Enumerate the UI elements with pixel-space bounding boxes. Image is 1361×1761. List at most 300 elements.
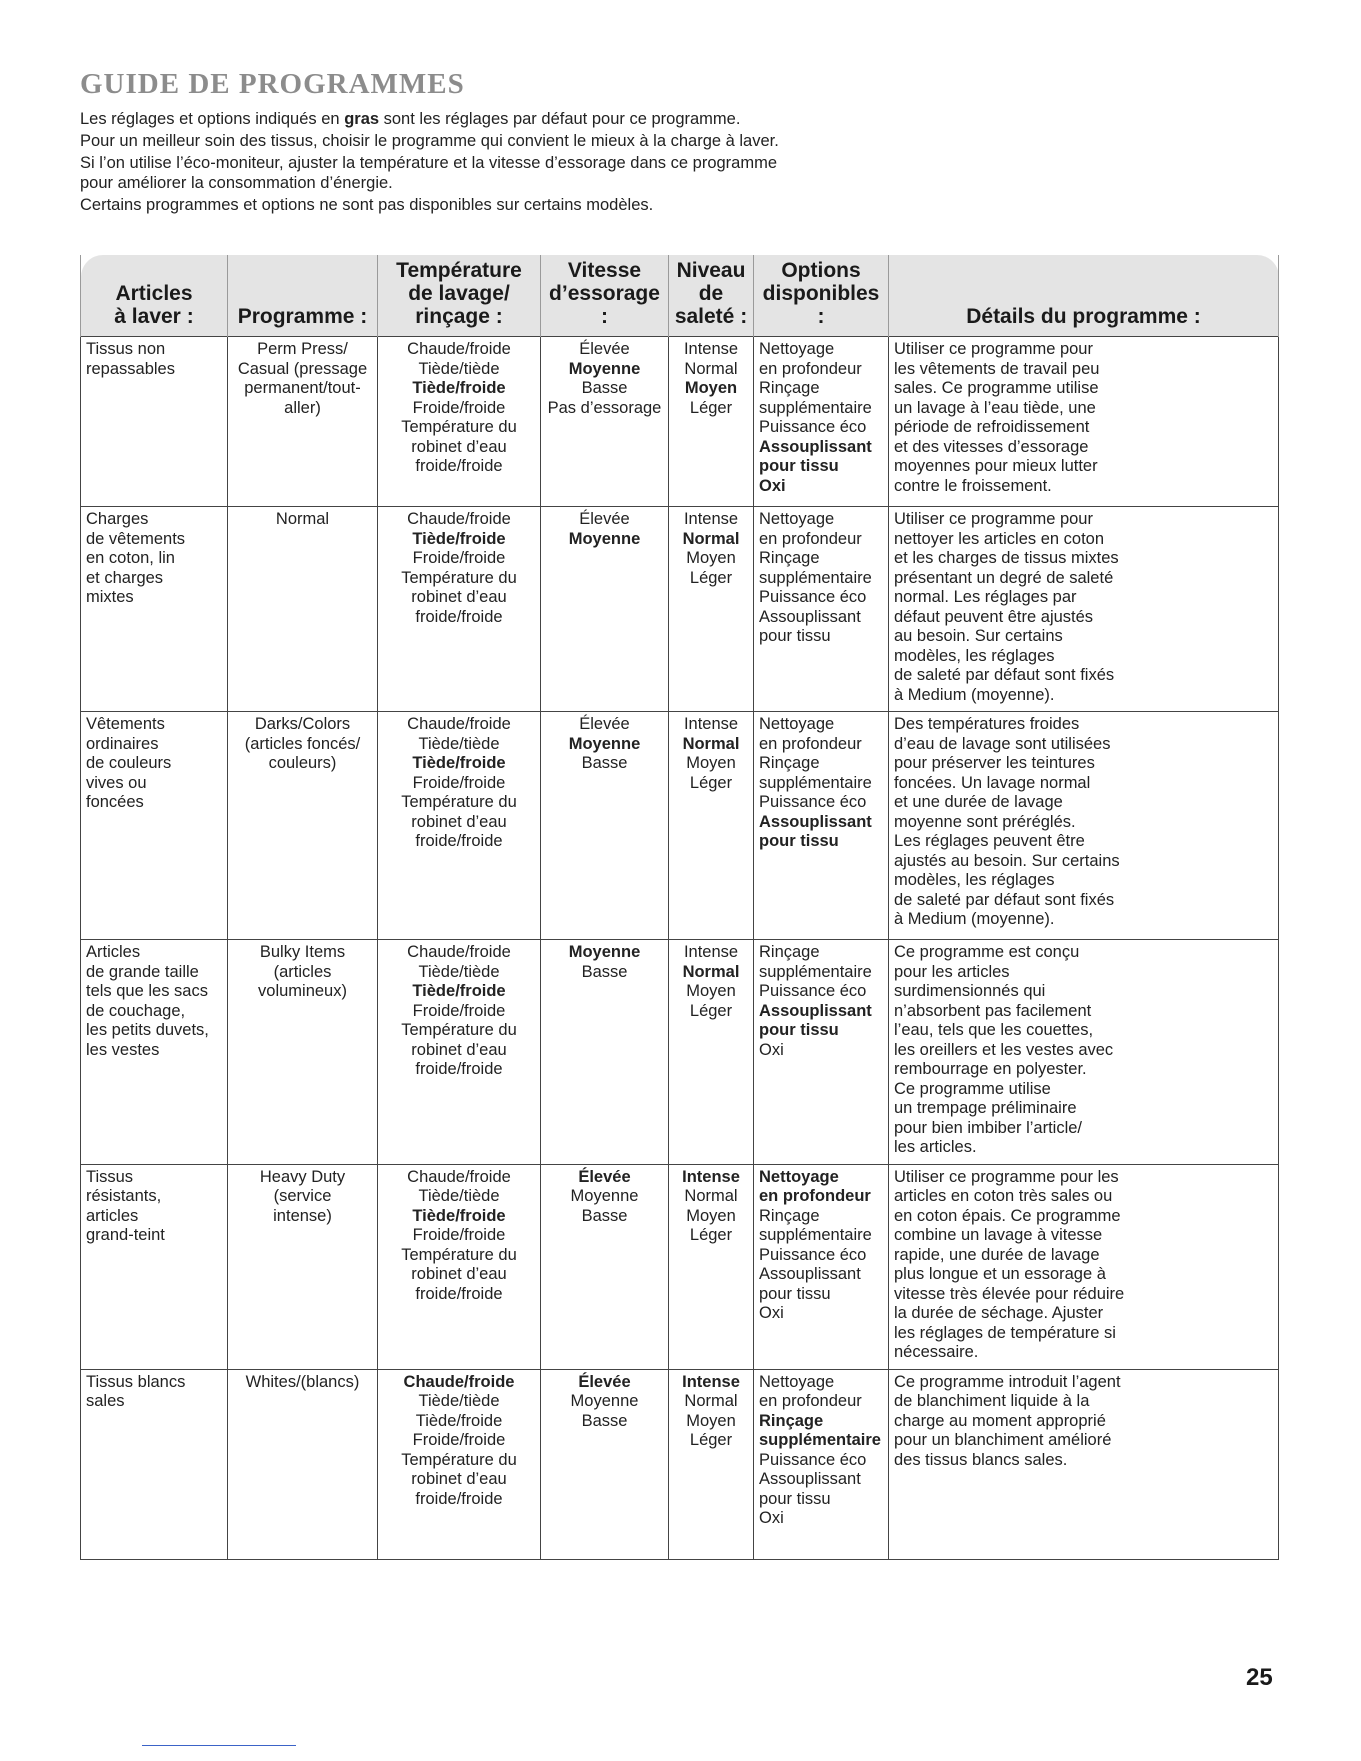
cell-line: Tiède/froide: [412, 1206, 506, 1225]
cell-line: Rinçage: [759, 379, 820, 397]
cell-line: Utiliser ce programme pour: [894, 510, 1093, 528]
cell-line: Température du: [401, 793, 517, 811]
cell-programme: [228, 507, 378, 712]
cell-vitesse: [541, 1369, 669, 1559]
cell-temperature: [378, 337, 541, 507]
cell-line: sales: [86, 1392, 125, 1410]
cell-line: Puissance éco: [759, 588, 867, 606]
cell-line: Élevée: [578, 1372, 631, 1391]
cell-line: contre le froissement.: [894, 476, 1052, 495]
table-body: [81, 337, 1279, 1560]
cell-line: Léger: [689, 1226, 733, 1244]
cell-line: mixtes: [86, 588, 134, 606]
cell-line: foncées. Un lavage normal: [894, 773, 1091, 792]
cell-line: Puissance éco: [759, 418, 867, 436]
cell-articles: [81, 1369, 228, 1559]
cell-line: Tiède/tiède: [418, 359, 500, 378]
cell-line: Moyen: [686, 982, 736, 1000]
cell-vitesse: [541, 1164, 669, 1369]
cell-line: froide/froide: [415, 607, 503, 626]
cell-line: défaut peuvent être ajustés: [894, 607, 1094, 626]
cell-niveau: [669, 712, 754, 940]
cell-niveau: [669, 1369, 754, 1559]
cell-line: de couchage,: [86, 1001, 186, 1020]
cell-line: articles: [86, 1206, 139, 1225]
cell-line: Chaude/froide: [403, 1372, 515, 1391]
cell-line: Rinçage: [759, 754, 820, 772]
intro-line: Si l’on utilise l’éco-moniteur, ajuster la température et la vitesse d’essorage dans ce programme: [80, 154, 778, 172]
cell-line: robinet d’eau: [411, 1470, 507, 1488]
cell-line: Pas d’essorage: [547, 398, 662, 417]
cell-line: Tissus non: [86, 340, 166, 358]
header-programme: [228, 255, 378, 337]
cell-line: surdimensionnés qui: [894, 982, 1046, 1000]
cell-articles: [81, 507, 228, 712]
cell-line: Froide/froide: [412, 1226, 506, 1244]
cell-line: période de refroidissement: [894, 418, 1090, 436]
cell-line: normal. Les réglages par: [894, 588, 1077, 606]
cell-line: foncées: [86, 793, 144, 811]
cell-line: Ce programme introduit l’agent: [894, 1372, 1121, 1391]
cell-line: Tissus blancs: [86, 1372, 186, 1391]
header-line: à laver :: [114, 305, 194, 328]
cell-line: Nettoyage: [759, 340, 835, 358]
cell-line: Utiliser ce programme pour: [894, 340, 1093, 358]
cell-line: un lavage à l’eau tiède, une: [894, 398, 1096, 417]
cell-line: modèles, les réglages: [894, 646, 1055, 665]
cell-line: Intense: [683, 943, 739, 961]
cell-line: robinet d’eau: [411, 1040, 507, 1059]
cell-line: à Medium (moyenne).: [894, 685, 1055, 704]
cell-line: articles en coton très sales ou: [894, 1187, 1113, 1205]
cell-line: Température du: [401, 1450, 517, 1469]
header-line: Options: [781, 259, 861, 282]
intro-bold-word: gras: [344, 110, 380, 128]
cell-line: pour tissu: [759, 832, 839, 850]
cell-line: Intense: [683, 340, 739, 358]
cell-vitesse: [541, 337, 669, 507]
cell-line: pour tissu: [759, 627, 831, 645]
cell-line: rapide, une durée de lavage: [894, 1245, 1100, 1264]
header-line: Détails du programme :: [966, 305, 1201, 328]
cell-details: [889, 337, 1279, 507]
cell-temperature: [378, 940, 541, 1165]
cell-line: charge au moment approprié: [894, 1411, 1106, 1430]
cell-line: Normal: [684, 1392, 738, 1410]
cell-line: de saleté par défaut sont fixés: [894, 666, 1115, 684]
cell-line: froide/froide: [415, 457, 503, 475]
cell-line: de saleté par défaut sont fixés: [894, 890, 1115, 909]
cell-line: Tiède/froide: [412, 754, 506, 772]
cell-line: Nettoyage: [759, 715, 835, 733]
cell-line: combine un lavage à vitesse: [894, 1226, 1103, 1244]
cell-line: Moyenne: [570, 1392, 639, 1410]
cell-line: Puissance éco: [759, 1450, 867, 1469]
cell-line: pour bien imbiber l’article/: [894, 1118, 1083, 1137]
header-line: disponibles :: [762, 282, 880, 328]
cell-temperature: [378, 1369, 541, 1559]
cell-line: Assouplissant: [759, 1470, 861, 1488]
cell-line: Tiède/froide: [412, 982, 506, 1000]
header-line: Vitesse: [567, 259, 642, 282]
cell-programme: [228, 712, 378, 940]
cell-details: [889, 1164, 1279, 1369]
cell-details: [889, 1369, 1279, 1559]
cell-line: en profondeur: [759, 1187, 871, 1205]
cell-line: Léger: [689, 1001, 733, 1020]
cell-line: Rinçage: [759, 549, 820, 567]
table-row: [81, 1164, 1279, 1369]
cell-line: pour un blanchiment amélioré: [894, 1431, 1112, 1449]
cell-niveau: [669, 1164, 754, 1369]
cell-temperature: [378, 1164, 541, 1369]
cell-line: pour tissu: [759, 1284, 831, 1303]
cell-line: Basse: [581, 962, 628, 981]
cell-line: pour préserver les teintures: [894, 754, 1095, 772]
header-vitesse: [541, 255, 669, 337]
header-line: Programme :: [237, 305, 368, 328]
cell-line: Casual (pressage: [237, 359, 368, 378]
cell-vitesse: [541, 712, 669, 940]
cell-line: et des vitesses d’essorage: [894, 437, 1089, 456]
cell-line: Élevée: [579, 510, 630, 528]
cell-line: Léger: [689, 398, 733, 417]
cell-line: Oxi: [759, 1304, 784, 1322]
cell-line: Moyen: [686, 1206, 736, 1225]
cell-vitesse: [541, 507, 669, 712]
cell-line: en profondeur: [759, 734, 862, 753]
cell-line: robinet d’eau: [411, 1265, 507, 1283]
cell-temperature: [378, 712, 541, 940]
cell-line: Normal: [682, 734, 740, 753]
cell-line: robinet d’eau: [411, 437, 507, 456]
cell-line: n’absorbent pas facilement: [894, 1001, 1092, 1020]
cell-programme: [228, 1164, 378, 1369]
cell-line: Ce programme utilise: [894, 1079, 1051, 1098]
cell-line: nécessaire.: [894, 1343, 979, 1361]
page-number: 25: [1246, 1664, 1273, 1691]
cell-line: Normal: [684, 359, 738, 378]
cell-line: rembourrage en polyester.: [894, 1060, 1087, 1078]
cell-line: les vêtements de travail peu: [894, 359, 1100, 378]
cell-line: supplémentaire: [759, 568, 872, 587]
cell-line: Articles: [86, 943, 141, 961]
cell-line: de vêtements: [86, 529, 186, 548]
cell-programme: [228, 337, 378, 507]
cell-line: Moyen: [686, 549, 736, 567]
cell-line: Température du: [401, 418, 517, 436]
table-row: [81, 337, 1279, 507]
cell-line: des tissus blancs sales.: [894, 1450, 1068, 1469]
cell-line: Léger: [689, 1431, 733, 1449]
cell-line: et une durée de lavage: [894, 793, 1063, 811]
cell-line: aller): [284, 398, 321, 417]
cell-niveau: [669, 940, 754, 1165]
cell-line: Moyenne: [568, 359, 641, 378]
cell-line: tels que les sacs: [86, 982, 208, 1000]
cell-line: repassables: [86, 359, 175, 378]
cell-line: Charges: [86, 510, 149, 528]
table-header-row: [81, 255, 1279, 337]
page-header: [80, 68, 1280, 215]
cell-line: Chaude/froide: [407, 715, 511, 733]
cell-line: (service: [273, 1187, 332, 1205]
header-line: d’essorage :: [549, 282, 660, 328]
header-articles: [81, 255, 228, 337]
page-title: GUIDE DE PROGRAMMES: [80, 68, 465, 100]
cell-line: Puissance éco: [759, 982, 867, 1000]
cell-line: les vestes: [86, 1040, 160, 1059]
cell-line: Froide/froide: [412, 398, 506, 417]
cell-line: et charges: [86, 568, 164, 587]
header-line: Température: [396, 259, 522, 282]
cell-line: modèles, les réglages: [894, 871, 1055, 889]
cell-line: Puissance éco: [759, 793, 867, 811]
cell-line: sales. Ce programme utilise: [894, 379, 1099, 397]
cell-line: de grande taille: [86, 962, 199, 981]
cell-line: Assouplissant: [759, 437, 872, 456]
header-line: saleté :: [674, 305, 748, 328]
cell-details: [889, 712, 1279, 940]
cell-line: Nettoyage: [759, 1372, 835, 1391]
cell-line: pour tissu: [759, 1021, 839, 1039]
cell-line: Tissus: [86, 1167, 134, 1186]
cell-line: ajustés au besoin. Sur certains: [894, 851, 1120, 870]
intro-paragraph-1: [80, 109, 1280, 129]
cell-line: permanent/tout-: [244, 379, 361, 397]
cell-line: Chaude/froide: [407, 340, 511, 358]
cell-line: Froide/froide: [412, 1001, 506, 1020]
cell-line: présentant un degré de saleté: [894, 568, 1114, 587]
header-line: de lavage/: [408, 282, 510, 305]
cell-line: moyenne sont préréglés.: [894, 812, 1076, 831]
cell-niveau: [669, 337, 754, 507]
cell-line: nettoyer les articles en coton: [894, 529, 1105, 548]
header-line: rinçage :: [415, 305, 503, 328]
cell-line: plus longue et un essorage à: [894, 1265, 1106, 1283]
cell-line: l’eau, tels que les couettes,: [894, 1021, 1094, 1039]
cell-line: froide/froide: [415, 832, 503, 850]
cell-line: au besoin. Sur certains: [894, 627, 1063, 645]
cell-details: [889, 507, 1279, 712]
cell-line: Ce programme est conçu: [894, 943, 1080, 961]
cell-line: robinet d’eau: [411, 812, 507, 831]
cell-options: [754, 337, 889, 507]
cell-line: Basse: [581, 1206, 628, 1225]
cell-line: Assouplissant: [759, 812, 872, 831]
cell-line: ordinaires: [86, 734, 159, 753]
cell-line: Moyen: [686, 754, 736, 772]
table-row: [81, 1369, 1279, 1559]
cell-line: Oxi: [759, 1040, 784, 1059]
cell-line: Intense: [682, 1167, 740, 1186]
cell-line: Normal: [275, 510, 330, 528]
cell-line: Darks/Colors: [254, 715, 351, 733]
cell-line: Chaude/froide: [407, 510, 511, 528]
cell-line: supplémentaire: [759, 773, 872, 792]
cell-line: les petits duvets,: [86, 1021, 209, 1039]
cell-line: Des températures froides: [894, 715, 1080, 733]
cell-line: Tiède/froide: [412, 379, 506, 397]
cell-articles: [81, 1164, 228, 1369]
cell-line: Moyenne: [568, 734, 641, 753]
cell-line: Rinçage: [759, 1411, 824, 1430]
cell-line: Rinçage: [759, 1206, 820, 1225]
table-row: [81, 712, 1279, 940]
cell-line: Tiède/froide: [415, 1411, 503, 1430]
cell-line: Assouplissant: [759, 607, 861, 626]
cell-line: Tiède/tiède: [418, 1392, 500, 1410]
cell-line: grand-teint: [86, 1226, 165, 1244]
header-line: Articles: [115, 282, 193, 305]
cell-line: pour les articles: [894, 962, 1010, 981]
cell-line: Basse: [581, 754, 628, 772]
cell-line: Léger: [689, 568, 733, 587]
cell-line: d’eau de lavage sont utilisées: [894, 734, 1111, 753]
intro-paragraph-2: Pour un meilleur soin des tissus, choisir le programme qui convient le mieux à la charge à laver.: [80, 132, 779, 150]
cell-line: pour tissu: [759, 457, 839, 475]
cell-line: Tiède/froide: [412, 529, 506, 548]
cell-programme: [228, 940, 378, 1165]
cell-line: vitesse très élevée pour réduire: [894, 1284, 1125, 1303]
cell-line: les oreillers et les vestes avec: [894, 1040, 1114, 1059]
programme-guide-table: [80, 255, 1279, 1560]
cell-line: Tiède/tiède: [418, 962, 500, 981]
cell-line: Moyenne: [568, 529, 641, 548]
cell-line: en profondeur: [759, 1392, 862, 1410]
cell-temperature: [378, 507, 541, 712]
header-details: [889, 255, 1279, 337]
cell-articles: [81, 940, 228, 1165]
cell-line: Normal: [682, 962, 740, 981]
cell-line: Moyenne: [570, 1187, 639, 1205]
cell-line: Chaude/froide: [407, 1167, 511, 1186]
cell-line: à Medium (moyenne).: [894, 910, 1055, 928]
cell-line: Léger: [689, 773, 733, 792]
cell-line: en coton épais. Ce programme: [894, 1206, 1121, 1225]
cell-line: Bulky Items: [259, 943, 346, 961]
table-row: [81, 940, 1279, 1165]
cell-line: de couleurs: [86, 754, 172, 772]
cell-options: [754, 1164, 889, 1369]
cell-line: de blanchiment liquide à la: [894, 1392, 1090, 1410]
header-niveau: [669, 255, 754, 337]
cell-line: couleurs): [268, 754, 337, 772]
cell-options: [754, 940, 889, 1165]
header-options: [754, 255, 889, 337]
cell-line: robinet d’eau: [411, 588, 507, 606]
cell-options: [754, 507, 889, 712]
cell-line: Intense: [683, 510, 739, 528]
cell-line: Nettoyage: [759, 510, 835, 528]
intro-paragraph-4: Certains programmes et options ne sont pas disponibles sur certains modèles.: [80, 196, 654, 214]
cell-programme: [228, 1369, 378, 1559]
intro-line: pour améliorer la consommation d’énergie.: [80, 174, 393, 192]
header-line: de: [698, 282, 724, 305]
cell-line: Les réglages peuvent être: [894, 832, 1085, 850]
table-row: [81, 507, 1279, 712]
cell-line: supplémentaire: [759, 398, 872, 417]
cell-line: la durée de séchage. Ajuster: [894, 1304, 1104, 1322]
cell-line: les articles.: [894, 1138, 977, 1156]
intro-text: [80, 109, 1280, 215]
cell-line: Intense: [683, 715, 739, 733]
cell-line: Tiède/tiède: [418, 1187, 500, 1205]
cell-line: Température du: [401, 1245, 517, 1264]
cell-vitesse: [541, 940, 669, 1165]
cell-line: Vêtements: [86, 715, 165, 733]
intro-paragraph-3: [80, 153, 1280, 193]
header-temperature: [378, 255, 541, 337]
cell-line: un trempage préliminaire: [894, 1099, 1077, 1117]
cell-line: (articles foncés/: [244, 734, 361, 753]
cell-line: Utiliser ce programme pour les: [894, 1167, 1119, 1186]
cell-line: vives ou: [86, 773, 147, 792]
cell-line: résistants,: [86, 1187, 162, 1205]
cell-line: intense): [273, 1206, 332, 1225]
intro-text-span: Les réglages et options indiqués en: [80, 110, 345, 128]
cell-line: Rinçage: [759, 943, 820, 961]
cell-line: et les charges de tissus mixtes: [894, 549, 1119, 567]
cell-line: les réglages de température si: [894, 1323, 1116, 1342]
cell-line: Froide/froide: [412, 773, 506, 792]
cell-line: Normal: [684, 1187, 738, 1205]
cell-line: Élevée: [578, 1167, 631, 1186]
cell-line: Température du: [401, 568, 517, 587]
footer-rule: [142, 1745, 296, 1746]
cell-line: supplémentaire: [759, 1226, 872, 1244]
cell-line: Intense: [682, 1372, 740, 1391]
cell-line: Oxi: [759, 1509, 784, 1527]
cell-line: Élevée: [579, 715, 630, 733]
cell-line: froide/froide: [415, 1489, 503, 1508]
cell-details: [889, 940, 1279, 1165]
cell-articles: [81, 712, 228, 940]
cell-line: pour tissu: [759, 1489, 831, 1508]
cell-line: froide/froide: [415, 1060, 503, 1078]
cell-line: Froide/froide: [412, 549, 506, 567]
cell-line: Normal: [682, 529, 740, 548]
cell-line: Oxi: [759, 476, 786, 495]
cell-options: [754, 1369, 889, 1559]
cell-line: Whites/(blancs): [245, 1372, 360, 1391]
cell-line: Tiède/tiède: [418, 734, 500, 753]
cell-line: Assouplissant: [759, 1001, 872, 1020]
cell-line: supplémentaire: [759, 1431, 881, 1449]
cell-line: Élevée: [579, 340, 630, 358]
cell-line: Chaude/froide: [407, 943, 511, 961]
cell-line: Froide/froide: [412, 1431, 506, 1449]
cell-line: Puissance éco: [759, 1245, 867, 1264]
cell-line: en profondeur: [759, 529, 862, 548]
cell-line: volumineux): [258, 982, 347, 1000]
cell-line: Basse: [581, 1411, 628, 1430]
cell-articles: [81, 337, 228, 507]
cell-line: supplémentaire: [759, 962, 872, 981]
cell-line: Perm Press/: [257, 340, 348, 358]
cell-line: (articles: [273, 962, 332, 981]
cell-niveau: [669, 507, 754, 712]
cell-line: Heavy Duty: [259, 1167, 346, 1186]
cell-line: Assouplissant: [759, 1265, 861, 1283]
cell-line: Basse: [581, 379, 628, 397]
cell-line: froide/froide: [415, 1284, 503, 1303]
cell-options: [754, 712, 889, 940]
cell-line: Moyenne: [568, 943, 641, 961]
cell-line: Moyen: [684, 379, 738, 397]
cell-line: en profondeur: [759, 359, 862, 378]
cell-line: moyennes pour mieux lutter: [894, 457, 1098, 475]
